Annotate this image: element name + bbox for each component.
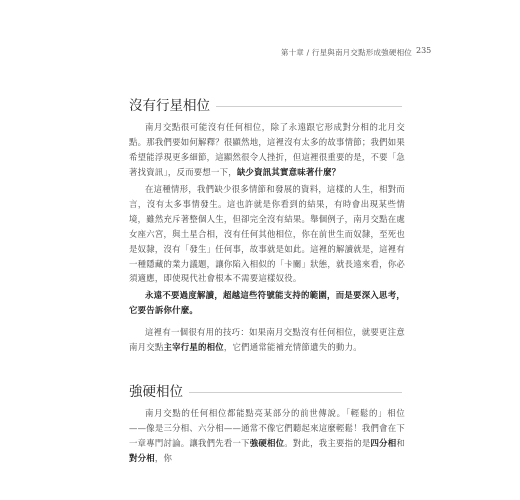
paragraph-text: ，你	[154, 452, 173, 463]
paragraph-text: 南月交點的任何相位都能點亮某部分的前世傳說。「輕鬆的」相位——像是三分相、六分相——通常不像它們聽起來這麼輕鬆！我們會在下一章專門討論。讓我們先看一下	[129, 408, 405, 448]
section-heading-hard-aspects	[129, 380, 404, 400]
paragraph-1	[129, 120, 405, 180]
heading-text: 沒有行星相位	[129, 98, 210, 114]
paragraph-5	[129, 406, 405, 466]
bold-paragraph: 永遠不要過度解讀，超越這些符號能支持的範圍，而是要深入思考，它要告訴你什麼。	[129, 290, 405, 315]
paragraph-text: ，它們通常能補充情節遺失的動力。	[223, 341, 362, 352]
paragraph-text: 和	[396, 437, 405, 448]
page-number: 235	[416, 46, 432, 55]
paragraph-text: 南月交點很可能沒有任何相位，除了永遠跟它形成對分相的北月交點。那我們要如何解釋？很顯然地，這裡沒有太多的故事情節；我們如果希望能浮現更多細節，這顯然很令人挫折，但這裡很重要的是，不要「急著找資訊」，反而要想一下，	[129, 122, 405, 177]
section-heading-no-aspects	[129, 94, 404, 114]
running-head: 第十章 / 行星與南月交點形成強硬相位	[280, 48, 412, 57]
paragraph-4	[129, 325, 405, 355]
bold-phrase: 四分相	[370, 437, 397, 448]
bold-phrase: 對分相	[129, 452, 155, 463]
bold-phrase: 缺少資訊其實意味著什麼？	[236, 166, 341, 177]
paragraph-3-emphasis	[129, 288, 405, 318]
heading-rule	[189, 392, 402, 393]
paragraph-text: 。對此，我主要指的是	[284, 437, 371, 448]
heading-text: 強硬相位	[129, 384, 183, 400]
paragraph-text: 這裡有一個很有用的技巧：如果南月交點沒有任何相位，就要更注意南月交點	[129, 327, 405, 352]
paragraph-2: 在這種情形，我們缺少很多情節和發展的資料，這樣的人生，相對而言，沒有太多事情發生。這也許就是你看到的結果，有時會出現某些情境，雖然充斥著整個人生，但卻完全沒有結果。舉個例子，南月交點在處女座六宮，與土星合相，沒有任何其他相位，你在前世生而奴隸，至死也是奴隸，沒有「發生」任何事，故事就是如此。這裡的解讀就是，這裡有一種隱藏的業力議題，讓你陷入相似的「卡關」狀態，就長遠來看，你必須適應，即使現代社會根本不需要這樣奴役。	[129, 184, 405, 284]
bold-phrase: 主宰行星的相位	[163, 341, 224, 352]
bold-phrase: 強硬相位	[249, 437, 285, 448]
heading-rule	[216, 106, 402, 107]
